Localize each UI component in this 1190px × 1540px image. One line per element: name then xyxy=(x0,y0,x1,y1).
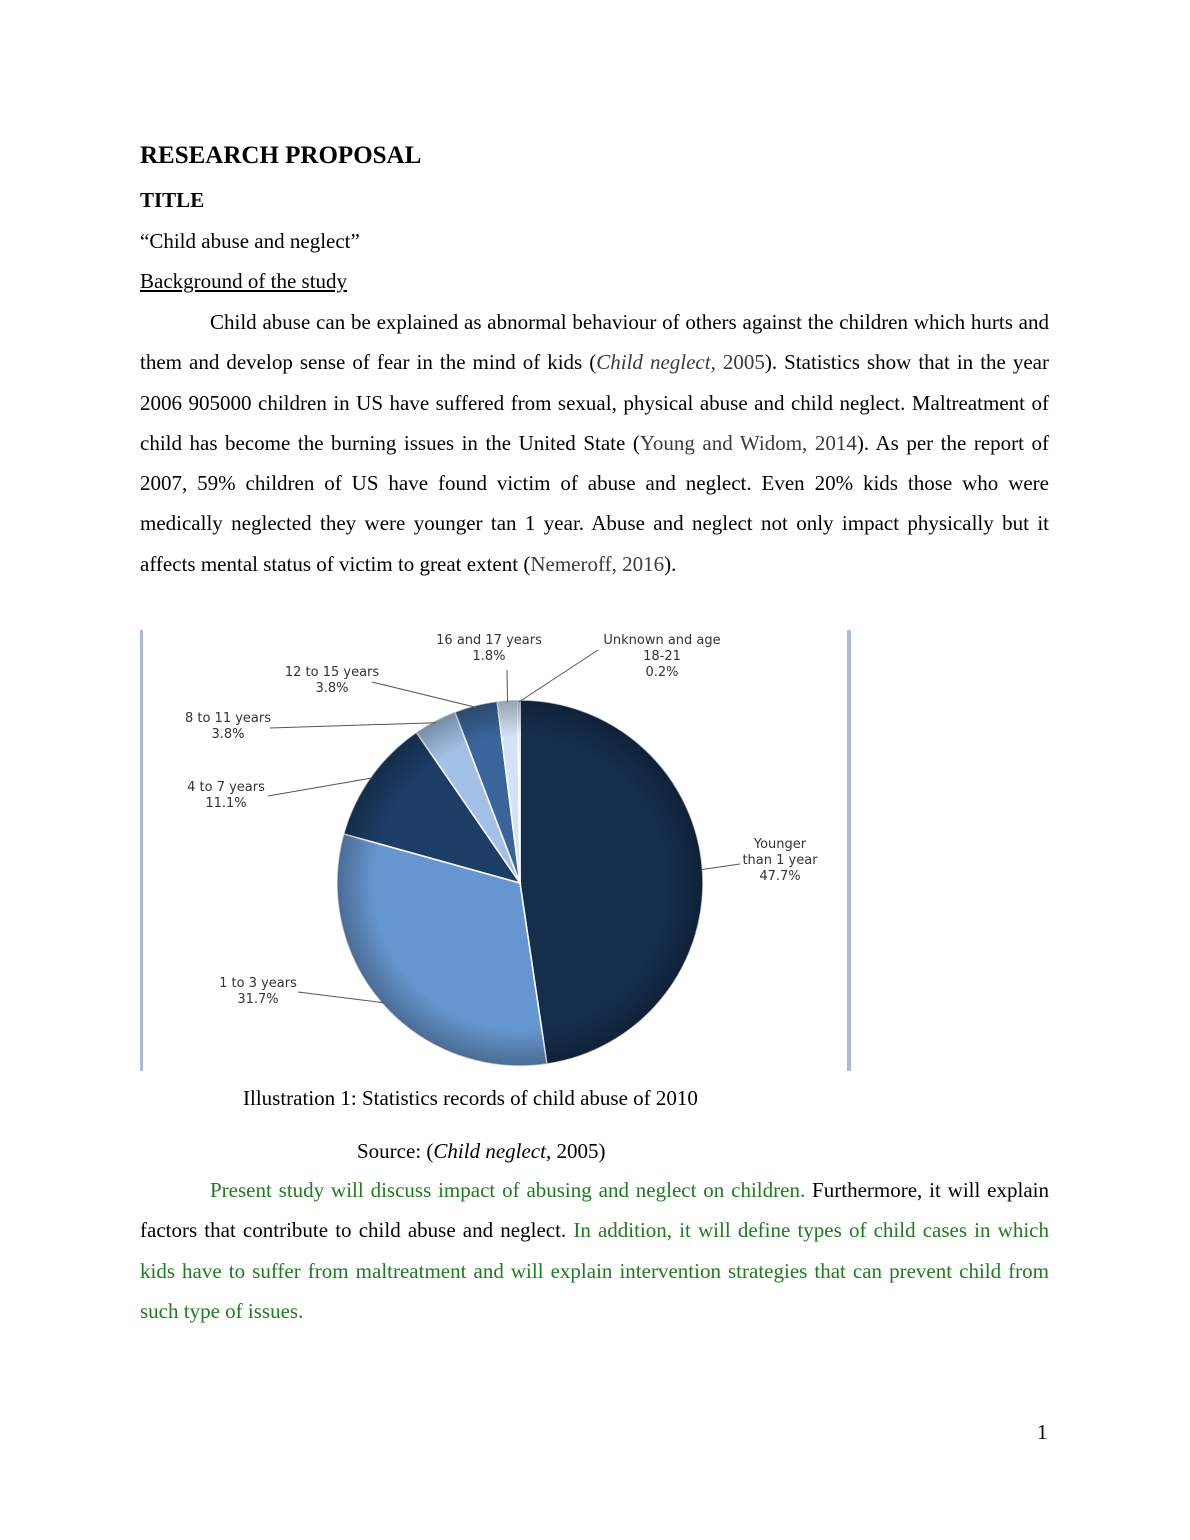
pie-leader-line-2 xyxy=(268,778,373,796)
para1-text-2: ). Statistics show that in the year 2006 905000 children in US have suffered from sexual, physical abuse and child neglect. Maltreatment of child has become the burning issues in the United State ( xyxy=(140,350,1050,455)
figure-source: Source: (Child neglect, 2005) xyxy=(357,1139,606,1163)
pie-label-4: 12 to 15 years 3.8% xyxy=(284,665,380,696)
title-label: TITLE xyxy=(140,188,205,212)
pie-leader-line-6 xyxy=(519,650,598,702)
pie-leader-line-3 xyxy=(270,723,436,728)
figure-border-left xyxy=(140,630,143,1071)
pie-label-5: 16 and 17 years 1.8% xyxy=(436,633,542,664)
background-heading: Background of the study xyxy=(140,269,348,293)
pie-leader-line-4 xyxy=(372,682,476,707)
citation-child-neglect: Child neglect, 2005 xyxy=(596,350,765,375)
para2-text-1: Furthermore, it will explain factors that contribute to child abuse and neglect. xyxy=(140,1178,1049,1243)
pie-label-1: 1 to 3 years 31.7% xyxy=(219,976,297,1007)
para1-text-4: ). xyxy=(664,551,677,576)
para2-green-2: In addition, it will define types of child cases in which kids have to suffer from maltreatment and will explain intervention strategies that can prevent child from such type of issues. xyxy=(140,1218,1049,1323)
pie-chart-figure xyxy=(140,630,851,1071)
pie-label-6: Unknown and age 18-21 0.2% xyxy=(603,633,721,680)
citation-nemeroff: Nemeroff, 2016 xyxy=(530,551,665,576)
pie-label-3: 8 to 11 years 3.8% xyxy=(184,711,272,742)
pie-label-0: Younger than 1 year 47.7% xyxy=(742,837,818,884)
pie-leader-line-5 xyxy=(507,670,508,702)
citation-young-widom: Young and Widom, 2014 xyxy=(639,430,857,455)
title-text: “Child abuse and neglect” xyxy=(140,229,360,253)
pie-leader-line-0 xyxy=(701,864,741,870)
pie-leader-line-1 xyxy=(298,992,384,1003)
pie-chart xyxy=(140,630,851,1071)
para1-text-1: Child abuse can be explained as abnormal behaviour of others against the children which hurts and them and develop sense of fear in the mind of kids ( xyxy=(140,310,1049,375)
pie-slice-0 xyxy=(520,700,703,1064)
page-number: 1 xyxy=(1037,1420,1048,1444)
pie-label-2: 4 to 7 years 11.1% xyxy=(187,780,265,811)
figure-border-right xyxy=(847,630,851,1071)
background-paragraph xyxy=(140,302,1049,584)
page-heading: RESEARCH PROPOSAL xyxy=(140,142,422,169)
para2-green-1: Present study will discuss impact of abusing and neglect on children. xyxy=(210,1178,806,1202)
study-purpose-paragraph xyxy=(140,1170,1049,1331)
para1-text-3: ). As per the report of 2007, 59% children of US have found victim of abuse and neglect. Even 20% kids those who were medically neglected they were younger tan 1 year. Abuse and neglect not only impact physically but it affects mental status of victim to great extent ( xyxy=(140,430,1050,576)
figure-caption: Illustration 1: Statistics records of child abuse of 2010 xyxy=(243,1086,698,1110)
